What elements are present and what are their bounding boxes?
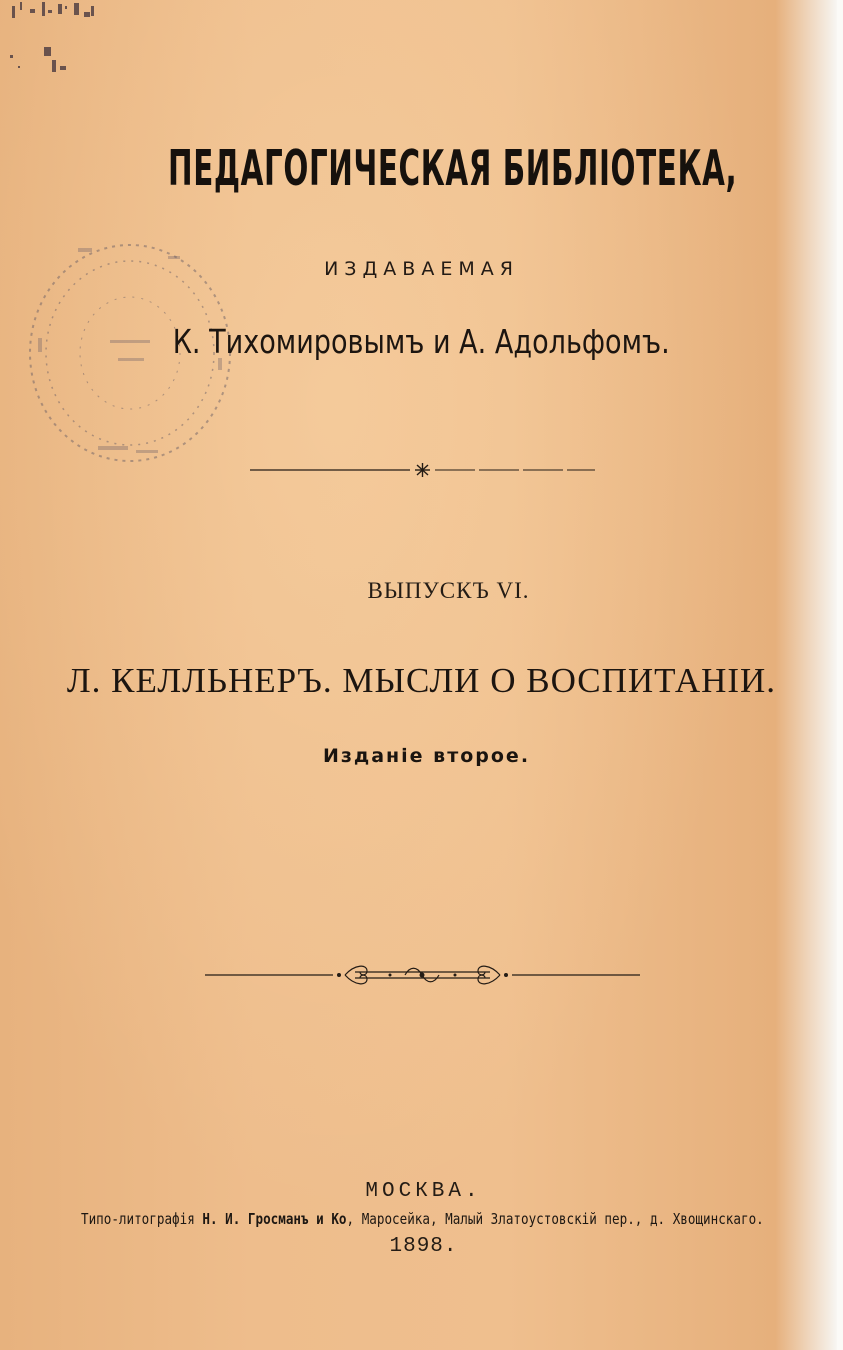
publishers-line: К. Тихомировымъ и А. Адольфомъ. <box>172 322 670 361</box>
issued-by-label: ИЗДАВАЕМАЯ <box>324 258 519 280</box>
scroll-ornament-icon <box>205 956 640 994</box>
printer-prefix: Типо-литографія <box>80 1210 203 1228</box>
page-title: ПЕДАГОГИЧЕСКАЯ БИБЛІОТЕКА, <box>167 140 738 197</box>
imprint-city: МОСКВА. <box>365 1180 482 1203</box>
imprint-year: 1898. <box>389 1235 458 1258</box>
printer-name: Н. И. Гросманъ и Ко <box>202 1210 347 1228</box>
imprint-printer <box>68 1210 776 1228</box>
work-title: Л. КЕЛЛЬНЕРЪ. МЫСЛИ О ВОСПИТАНІИ. <box>66 661 777 700</box>
star-ornament-icon <box>250 460 595 480</box>
edition-label: Изданіе второе. <box>322 745 531 767</box>
corner-ink-marks-icon <box>2 0 107 82</box>
issue-number: ВЫПУСКЪ VI. <box>367 578 530 603</box>
printer-address: , Маросейка, Малый Златоустовскій пер., д. Хвощинскаго. <box>346 1210 764 1228</box>
